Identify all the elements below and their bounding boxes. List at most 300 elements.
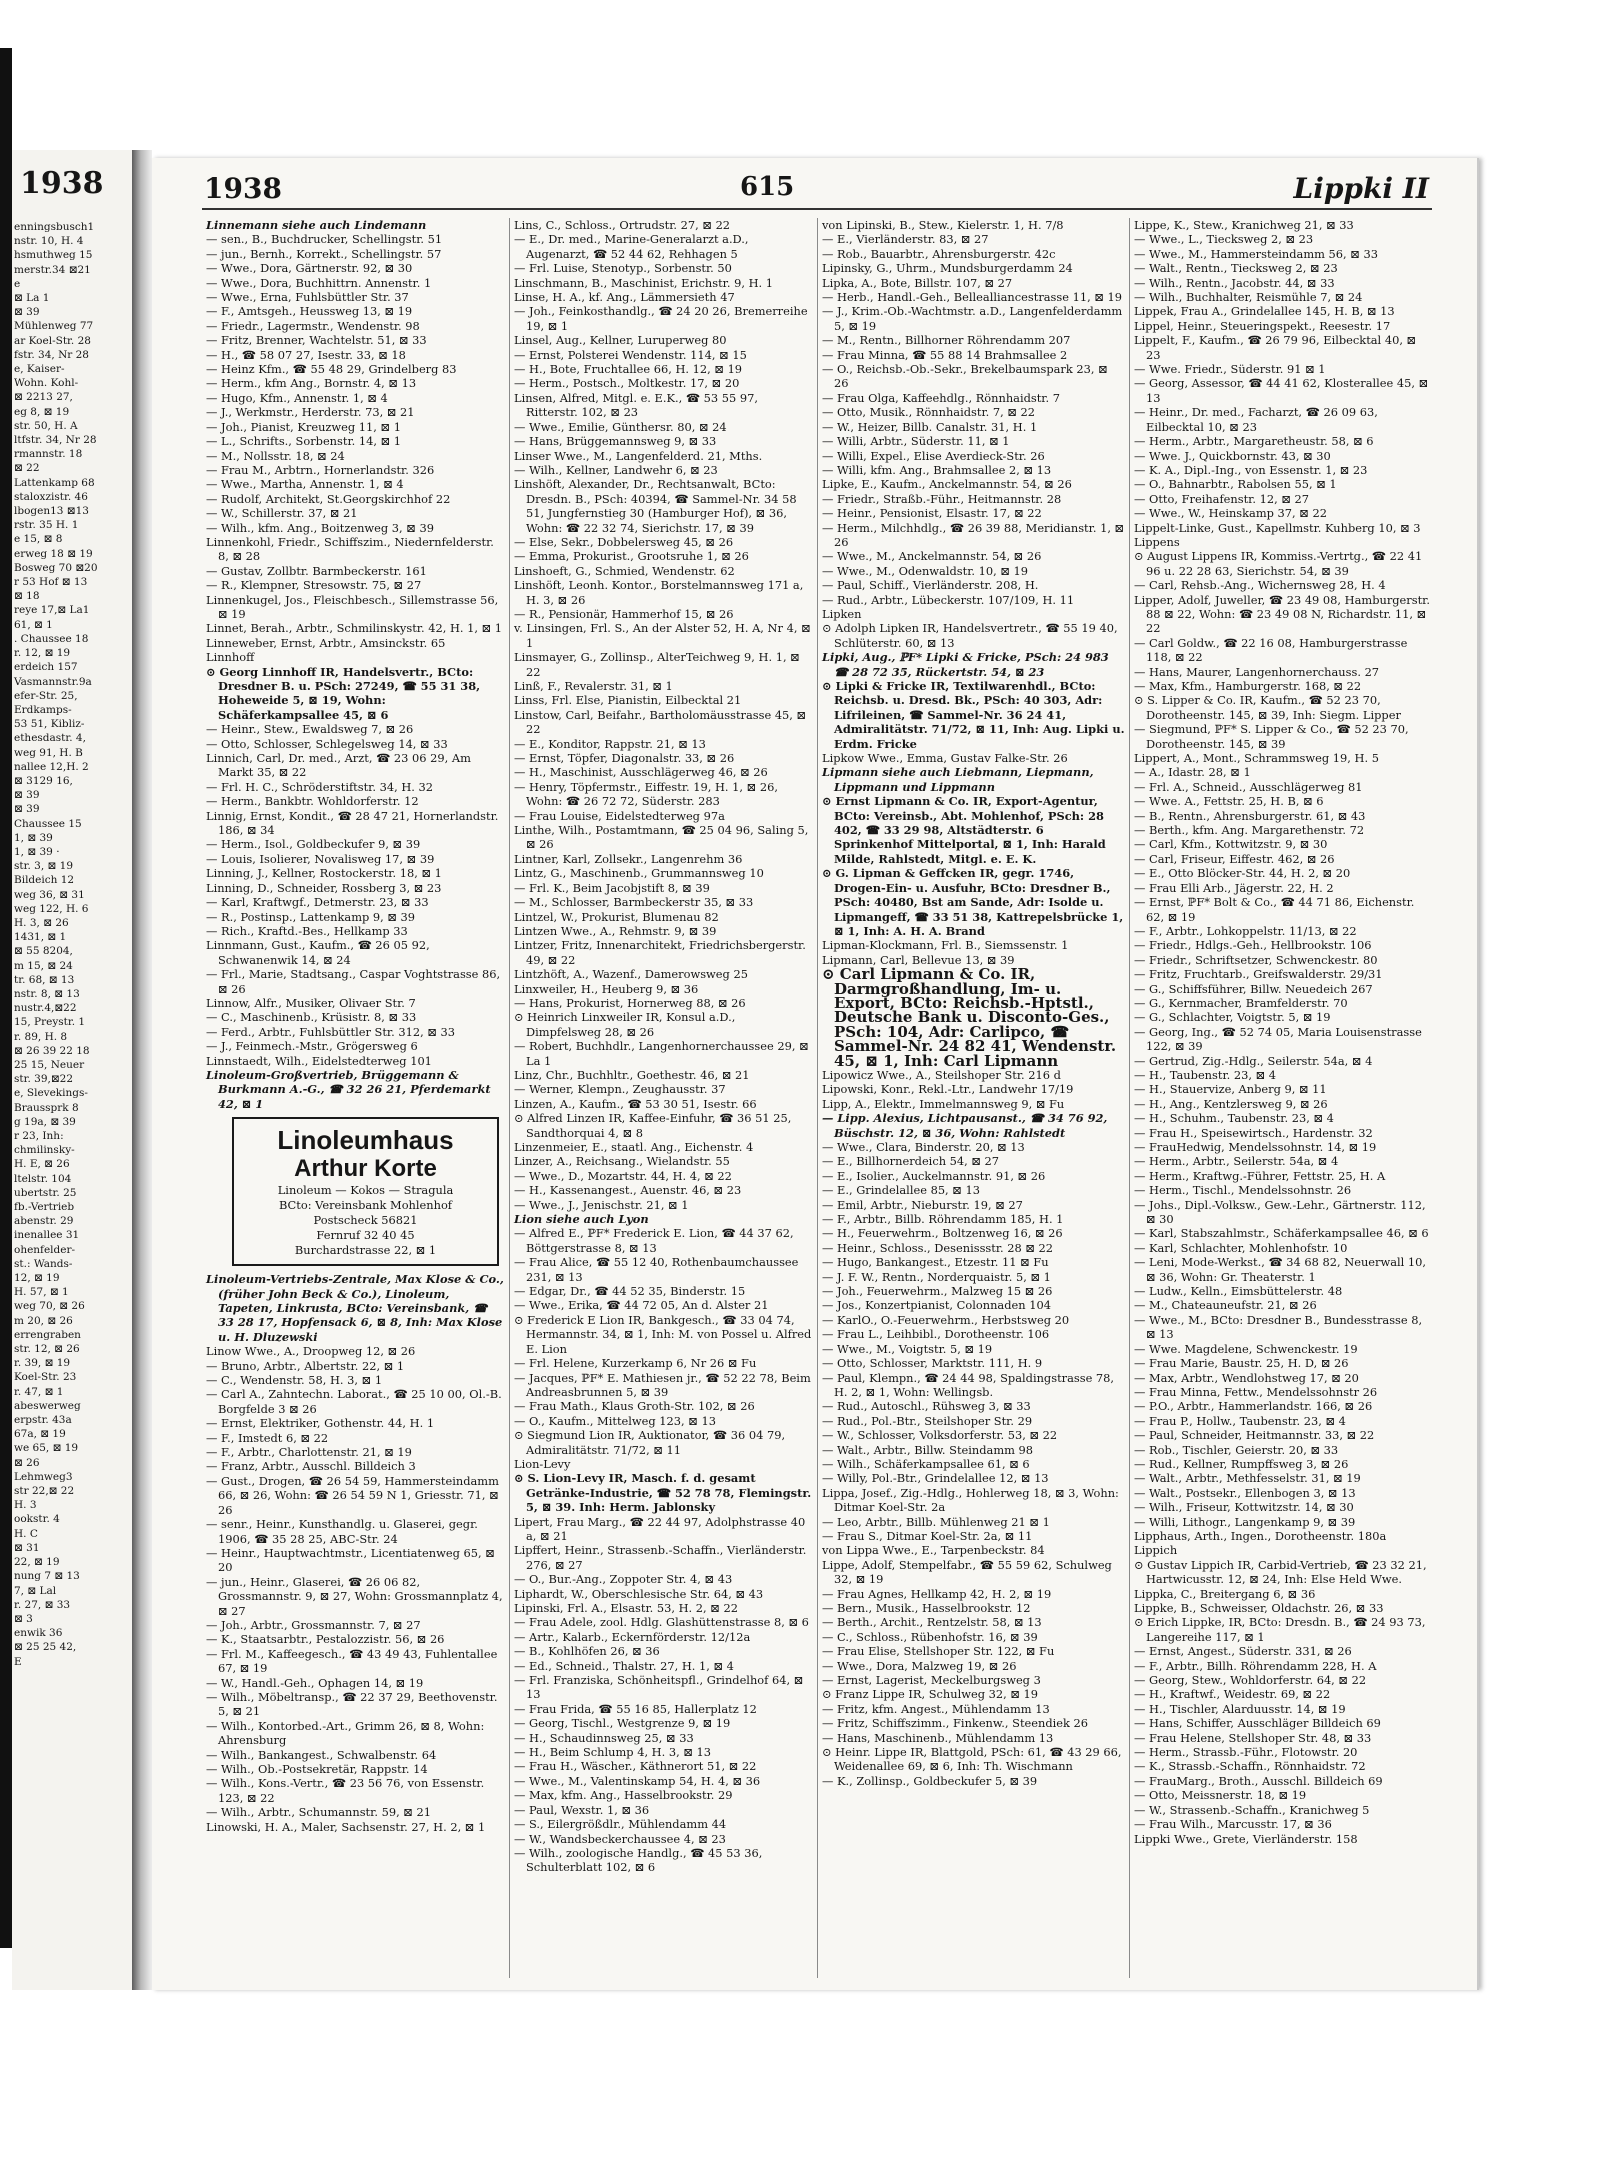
directory-entry: — C., Maschinenb., Krüsistr. 8, ⊠ 33 <box>206 1010 417 1025</box>
directory-entry: — E., Isolier., Auckelmannstr. 91, ⊠ 26 <box>822 1168 1046 1183</box>
directory-entry: Linnenkugel, Jos., Fleischbesch., Sillemstrasse 56, ⊠ 19 <box>206 592 499 621</box>
directory-entry: Linxweiler, H., Heuberg 9, ⊠ 36 <box>514 981 699 996</box>
facing-page-line: 67a, ⊠ 19 <box>14 1428 66 1441</box>
directory-entry: — O., Reichsb.-Ob.-Sekr., Brekelbaumspark 23, ⊠ 26 <box>822 362 1108 391</box>
directory-entry: — Friedr., Lagermstr., Wendenstr. 98 <box>206 318 420 333</box>
facing-page-line: 7, ⊠ Lal <box>14 1584 57 1597</box>
directory-entry: Lippelt-Linke, Gust., Kapellmstr. Kuhberg 10, ⊠ 3 <box>1134 520 1421 535</box>
directory-entry: Lipper, Adolf, Juweller, ☎ 23 49 08, Hamburgerstr. 88 ⊠ 22, Wohn: ☎ 23 49 08 N, Richardstr. 11, ⊠ 22 <box>1134 592 1430 636</box>
directory-entry: — Ernst, Lagerist, Meckelburgsweg 3 <box>822 1673 1041 1688</box>
directory-entry: — Frl. Franziska, Schönheitspfl., Grindelhof 64, ⊠ 13 <box>514 1673 804 1702</box>
directory-entry: ⊙ August Lippens IR, Kommiss.-Vertrtg., ☎ 22 41 96 u. 22 28 63, Sierichstr. 54, ⊠ 39 <box>1134 549 1423 578</box>
directory-entry: — Wilh., Kellner, Landwehr 6, ⊠ 23 <box>514 462 718 477</box>
directory-entry: — Carl, Rehsb.-Ang., Wichernsweg 28, H. 4 <box>1134 578 1386 593</box>
directory-entry: — F., Imstedt 6, ⊠ 22 <box>206 1430 329 1445</box>
directory-entry: — Walt., Arbtr., Methfesselstr. 31, ⊠ 19 <box>1134 1471 1361 1486</box>
directory-entry: ⊙ Alfred Linzen IR, Kaffee-Einfuhr, ☎ 36 51 25, Sandthorquai 4, ⊠ 8 <box>514 1111 792 1140</box>
directory-entry: — Leo, Arbtr., Billb. Mühlenweg 21 ⊠ 1 <box>822 1514 1050 1529</box>
directory-entry: — Edgar, Dr., ☎ 44 52 35, Binderstr. 15 <box>514 1284 746 1299</box>
directory-entry: — H., Maschinist, Ausschlägerweg 46, ⊠ 26 <box>514 765 768 780</box>
facing-page-line: tr. 68, ⊠ 13 <box>14 973 75 986</box>
directory-entry: — Walt., Rentn., Tiecksweg 2, ⊠ 23 <box>1134 261 1338 276</box>
directory-entry: — Joh., Feinkosthandlg., ☎ 24 20 26, Bremerreihe 19, ⊠ 1 <box>514 304 808 333</box>
directory-entry: — Wilh., Ob.-Postsekretär, Rappstr. 14 <box>206 1762 428 1776</box>
directory-entry: — Wwe., Dora, Malzweg 19, ⊠ 26 <box>822 1658 1017 1673</box>
directory-entry: — Frl. H. C., Schröderstiftstr. 34, H. 32 <box>206 779 434 794</box>
facing-page-line: r 23, Inh: <box>14 1130 64 1142</box>
directory-entry: Linser Wwe., M., Langenfelderd. 21, Mths. <box>514 448 763 463</box>
facing-page-line: 15, Preystr. 1 <box>14 1016 86 1029</box>
ad-line: Fernruf 32 40 45 <box>316 1228 415 1243</box>
directory-entry: — R., Klempner, Stresowstr. 75, ⊠ 27 <box>206 578 422 593</box>
column-4 <box>1130 218 1434 1978</box>
facing-page-line: nstr. 10, H. 4 <box>14 235 84 248</box>
directory-entry: Linning, D., Schneider, Rossberg 3, ⊠ 23 <box>206 880 442 895</box>
directory-entry: — Wilh., Kons.-Vertr., ☎ 23 56 76, von Essenstr. 123, ⊠ 22 <box>206 1776 485 1805</box>
facing-page-line: . Chaussee 18 <box>14 632 89 645</box>
directory-entry: — Otto, Meissnerstr. 18, ⊠ 19 <box>1134 1788 1307 1803</box>
directory-entry: Lippke, B., Schweisser, Oldachstr. 26, ⊠ 33 <box>1134 1601 1384 1615</box>
directory-entry: von Lipinski, B., Stew., Kielerstr. 1, H. 7/8 <box>822 218 1064 232</box>
facing-page-line: lbogen13 ⊠13 <box>14 505 89 518</box>
facing-page-line: H. 3 <box>14 1499 37 1512</box>
directory-entry: — Herm., Kraftwg.-Führer, Fettstr. 25, H. A <box>1134 1168 1386 1183</box>
directory-entry: Linnmann, Gust., Kaufm., ☎ 26 05 92, Schwanenwik 14, ⊠ 24 <box>206 938 430 967</box>
ad-line: BCto: Vereinsbank Mohlenhof <box>278 1198 453 1213</box>
directory-entry: Linnow, Alfr., Musiker, Olivaer Str. 7 <box>206 995 416 1010</box>
directory-entry: — Paul, Wexstr. 1, ⊠ 36 <box>514 1802 650 1817</box>
directory-entry: — Frau Frida, ☎ 55 16 85, Hallerplatz 12 <box>514 1701 757 1716</box>
facing-page-line: 1431, ⊠ 1 <box>14 931 67 944</box>
facing-page-line: reye 17,⊠ La1 <box>14 604 90 617</box>
directory-entry: Lins, C., Schloss., Ortrudstr. 27, ⊠ 22 <box>514 218 731 232</box>
directory-entry: — W., Handl.-Geh., Ophagen 14, ⊠ 19 <box>206 1675 424 1690</box>
directory-entry: — Rud., Autoschl., Rühsweg 3, ⊠ 33 <box>822 1399 1031 1414</box>
directory-entry: — F., Arbtr., Billh. Röhrendamm 228, H. A <box>1134 1658 1377 1673</box>
facing-page-line: ⊠ 39 <box>14 789 40 802</box>
directory-entry: — Frau S., Ditmar Koel-Str. 2a, ⊠ 11 <box>822 1528 1033 1543</box>
directory-entry: Lipowicz Wwe., A., Steilshoper Str. 216 d <box>822 1067 1061 1082</box>
directory-entry: Linning, J., Kellner, Rostockerstr. 18, ⊠ 1 <box>206 866 442 881</box>
directory-entry: — Max, kfm. Ang., Hasselbrookstr. 29 <box>514 1788 733 1803</box>
directory-entry: — H., Beim Schlump 4, H. 3, ⊠ 13 <box>514 1745 712 1760</box>
directory-entry: — Frl., Marie, Stadtsang., Caspar Voghtstrasse 86, ⊠ 26 <box>206 967 501 996</box>
directory-entry: Lintzhöft, A., Wazenf., Damerowsweg 25 <box>514 967 748 982</box>
directory-entry: ⊙ Heinrich Linxweiler IR, Konsul a.D., Dimpfelsweg 28, ⊠ 26 <box>514 1010 736 1039</box>
directory-entry: ⊙ Carl Lipmann & Co. IR, Darmgroßhandlung, Im- u. Export, BCto: Reichsb.-Hptstl., Deutsche Bank u. Disconto-Ges., PSch: 104, Adr: Carlipco, ☎ Sammel-Nr. 24 82 41, Wendenstr. 45, ⊠ 1, Inh: Carl Lipmann <box>822 965 1117 1070</box>
directory-entry: — Rud., Arbtr., Lübeckerstr. 107/109, H. 11 <box>822 592 1075 607</box>
directory-entry: von Lippa Wwe., E., Tarpenbeckstr. 84 <box>822 1543 1045 1558</box>
facing-page-line: ⊠ 39 <box>14 803 40 816</box>
directory-entry: ⊙ Erich Lippke, IR, BCto: Dresdn. B., ☎ 24 93 73, Langereihe 117, ⊠ 1 <box>1134 1615 1426 1644</box>
directory-entry: — Fritz, Brenner, Wachtelstr. 51, ⊠ 33 <box>206 333 427 348</box>
page-number: 615 <box>740 172 795 202</box>
directory-entry: — Frau Minna, Fettw., Mendelssohnstr 26 <box>1134 1384 1378 1399</box>
directory-entry: — Ernst, Töpfer, Diagonalstr. 33, ⊠ 26 <box>514 751 735 766</box>
directory-entry: — Artr., Kalarb., Eckernförderstr. 12/12a <box>514 1629 751 1644</box>
facing-page-line: ⊠ 26 <box>14 1456 40 1469</box>
directory-entry: Lipmann, Carl, Bellevue 13, ⊠ 39 <box>822 952 1015 967</box>
directory-entry: — Bern., Musik., Hasselbrookstr. 12 <box>822 1601 1031 1615</box>
directory-entry: — Hans, Schiffer, Ausschläger Billdeich 69 <box>1134 1716 1381 1731</box>
directory-entry: — Wilh., zoologische Handlg., ☎ 45 53 36, Schulterblatt 102, ⊠ 6 <box>514 1845 763 1875</box>
directory-entry: — Wwe., Dora, Buchhittrn. Annenstr. 1 <box>206 275 432 290</box>
directory-entry: — Rud., Pol.-Btr., Steilshoper Str. 29 <box>822 1413 1033 1428</box>
directory-entry: — Carl A., Zahntechn. Laborat., ☎ 25 10 00, Ol.-B. Borgfelde 3 ⊠ 26 <box>206 1387 502 1416</box>
directory-entry: — B., Kohlhöfen 26, ⊠ 36 <box>514 1644 660 1659</box>
directory-entry: ⊙ Siegmund Lion IR, Auktionator, ☎ 36 04 79, Admiralitätstr. 71/72, ⊠ 11 <box>514 1428 786 1457</box>
directory-entry: — C., Wendenstr. 58, H. 3, ⊠ 1 <box>206 1373 383 1388</box>
facing-page-line: Wohn. Kohl- <box>14 377 79 390</box>
directory-entry: — Frau Alice, ☎ 55 12 40, Rothenbaumchaussee 231, ⊠ 13 <box>514 1255 799 1284</box>
directory-entry: — H., Ang., Kentzlersweg 9, ⊠ 26 <box>1134 1096 1328 1111</box>
directory-entry: Lippert, A., Mont., Schrammsweg 19, H. 5 <box>1134 751 1379 766</box>
directory-entry: — Frau Olga, Kaffeehdlg., Rönnhaidstr. 7 <box>822 390 1060 405</box>
directory-entry: Lipphaus, Arth., Ingen., Dorotheenstr. 180a <box>1134 1528 1387 1543</box>
directory-entry: — Wilh., Kontorbed.-Art., Grimm 26, ⊠ 8, Wohn: Ahrensburg <box>206 1718 485 1748</box>
facing-page-line: str. 39,⊠22 <box>14 1073 74 1086</box>
directory-entry: — H., Bote, Fruchtallee 66, H. 12, ⊠ 19 <box>514 362 743 377</box>
directory-entry: — Walt., Arbtr., Billw. Steindamm 98 <box>822 1442 1034 1457</box>
directory-entry: — Frau Helene, Stellshoper Str. 48, ⊠ 33 <box>1134 1730 1372 1745</box>
facing-page-line: H. 57, ⊠ 1 <box>14 1286 69 1299</box>
directory-entry: — H., Tischler, Alarduusstr. 14, ⊠ 19 <box>1134 1701 1346 1716</box>
facing-page-line: e <box>14 277 21 290</box>
directory-entry: Linschmann, B., Maschinist, Erichstr. 9, H. 1 <box>514 275 774 290</box>
directory-entry: Lintzel, W., Prokurist, Blumenau 82 <box>514 909 719 924</box>
facing-page-line: weg 122, H. 6 <box>14 902 89 915</box>
directory-entry: Linthe, Wilh., Postamtmann, ☎ 25 04 96, Saling 5, ⊠ 26 <box>514 823 809 852</box>
facing-page-line: ⊠ 55 8204, <box>14 945 73 958</box>
directory-entry: Lipert, Frau Marg., ☎ 22 44 97, Adolphstrasse 40 a, ⊠ 21 <box>514 1514 806 1543</box>
directory-entry: — O., Bahnarbtr., Rabolsen 55, ⊠ 1 <box>1134 477 1337 492</box>
directory-entry: Linowski, H. A., Maler, Sachsenstr. 27, H. 2, ⊠ 1 <box>206 1819 486 1834</box>
directory-entry: — B., Rentn., Ahrensburgerstr. 61, ⊠ 43 <box>1134 808 1366 823</box>
directory-entry: — Wwe., M., Voigtstr. 5, ⊠ 19 <box>822 1341 993 1356</box>
directory-entry: — Otto, Schlosser, Marktstr. 111, H. 9 <box>822 1356 1043 1371</box>
directory-entry: — Herm., Strassb.-Führ., Flotowstr. 20 <box>1134 1745 1358 1760</box>
facing-page-line: ⊠ 2213 27, <box>14 391 73 404</box>
directory-entry: — Wwe., M., Anckelmannstr. 54, ⊠ 26 <box>822 549 1042 564</box>
facing-page-line: chmilinsky- <box>14 1144 75 1157</box>
facing-page-line: we 65, ⊠ 19 <box>14 1442 79 1455</box>
directory-entry: — Max, Kfm., Hamburgerstr. 168, ⊠ 22 <box>1134 679 1362 693</box>
directory-entry: — Alfred E., ℙF* Frederick E. Lion, ☎ 44 37 62, Böttgerstrasse 8, ⊠ 13 <box>514 1226 794 1255</box>
ad-title: Linoleumhaus <box>277 1125 454 1156</box>
facing-page-line: efer-Str. 25, <box>14 689 78 702</box>
directory-entry: — Rudolf, Architekt, St.Georgskirchhof 22 <box>206 491 451 506</box>
facing-page-line: erweg 18 ⊠ 19 <box>14 547 93 560</box>
directory-entry: — Karl, Kraftwgf., Detmerstr. 23, ⊠ 33 <box>206 895 429 910</box>
facing-page-line: weg 70, ⊠ 26 <box>14 1300 85 1313</box>
directory-entry: ⊙ Ernst Lipmann & Co. IR, Export-Agentur, BCto: Vereinsb., Abt. Mohlenhof, PSch: 28 402, ☎ 33 29 98, Altstädterstr. 6 Sprinkenhof Mittelportal, ⊠ 1, Inh: Harald Milde, Rahlstedt, Mitgl. e. E. K. <box>822 794 1106 866</box>
directory-entry: — J. F. W., Rentn., Norderquaistr. 5, ⊠ 1 <box>822 1269 1051 1284</box>
directory-entry: — Frau L., Leihbibl., Dorotheenstr. 106 <box>822 1327 1050 1342</box>
directory-entry: — Wwe., M., BCto: Dresdner B., Bundesstrasse 8, ⊠ 13 <box>1134 1312 1423 1342</box>
directory-entry: — Else, Sekr., Dobbelersweg 45, ⊠ 26 <box>514 534 734 549</box>
directory-entry: — Heinr., Stew., Ewaldsweg 7, ⊠ 26 <box>206 722 414 737</box>
directory-entry: Linß, F., Revalerstr. 31, ⊠ 1 <box>514 679 673 693</box>
facing-page-line: m 20, ⊠ 26 <box>14 1314 73 1327</box>
directory-entry: — Frau Elise, Stellshoper Str. 122, ⊠ Fu <box>822 1644 1055 1659</box>
facing-page-line: ohenfelder- <box>14 1243 76 1256</box>
directory-entry: — K., Strassb.-Schaffn., Rönnhaidstr. 72 <box>1134 1759 1366 1774</box>
directory-entry: — Rob., Bauarbtr., Ahrensburgerstr. 42c <box>822 246 1056 261</box>
directory-entry: Lintzer, Fritz, Innenarchitekt, Friedrichsbergerstr. 49, ⊠ 22 <box>514 938 806 967</box>
facing-page-line: ethesdastr. 4, <box>14 732 86 745</box>
facing-page-line: erdeich 157 <box>14 661 78 674</box>
directory-entry: Lipowski, Konr., Rekl.-Ltr., Landwehr 17/19 <box>822 1082 1074 1097</box>
directory-entry: Lippki Wwe., Grete, Vierländerstr. 158 <box>1134 1831 1358 1846</box>
directory-entry: — Frau M., Arbtrn., Hornerlandstr. 326 <box>206 462 435 477</box>
directory-entry: ⊙ Lipki & Fricke IR, Textilwarenhdl., BCto: Reichsb. u. Dresd. Bk., PSch: 40 303, Adr: Lifrileinen, ☎ Sammel-Nr. 36 24 41, Admiralitätstr. 71/72, ⊠ 11, Inh: Aug. Lipki u. Erdm. Fricke <box>822 679 1125 751</box>
directory-entry: — Frl. M., Kaffeegesch., ☎ 43 49 43, Fuhlentallee 67, ⊠ 19 <box>206 1646 498 1676</box>
directory-entry: — G., Schiffsführer, Billw. Neuedeich 267 <box>1134 981 1373 996</box>
facing-page-line: 12, ⊠ 19 <box>14 1272 60 1285</box>
directory-entry: — Herm., Milchhdlg., ☎ 26 39 88, Meridianstr. 1, ⊠ 26 <box>822 520 1125 549</box>
directory-entry: — Frl. Luise, Stenotyp., Sorbenstr. 50 <box>514 261 732 276</box>
directory-entry: — R., Pensionär, Hammerhof 15, ⊠ 26 <box>514 606 734 621</box>
directory-entry: — H., ☎ 58 07 27, Isestr. 33, ⊠ 18 <box>206 347 406 362</box>
directory-page <box>152 158 1479 1990</box>
directory-entry: — Willi, kfm. Ang., Brahmsallee 2, ⊠ 13 <box>822 462 1052 477</box>
facing-page-line: rmannstr. 18 <box>14 448 83 461</box>
directory-entry: — Wwe. Friedr., Süderstr. 91 ⊠ 1 <box>1134 362 1326 377</box>
directory-entry: — Carl Goldw., ☎ 22 16 08, Hamburgerstrasse 118, ⊠ 22 <box>1134 635 1408 665</box>
advertisement-box <box>232 1117 499 1266</box>
directory-entry: — Ernst, Angest., Süderstr. 331, ⊠ 26 <box>1134 1644 1352 1659</box>
facing-page-line: abenstr. 29 <box>14 1215 74 1228</box>
directory-entry: Lipke, E., Kaufm., Anckelmannstr. 54, ⊠ 26 <box>822 477 1072 492</box>
facing-page-line: ⊠ 25 25 42, <box>14 1641 77 1654</box>
ad-subtitle: Arthur Korte <box>294 1155 437 1183</box>
facing-page-line: abeswerweg <box>14 1399 81 1412</box>
directory-entry: Lion-Levy <box>514 1456 571 1471</box>
facing-page-line: str. 50, H. A <box>14 419 78 432</box>
directory-entry: — Wwe., J., Jenischstr. 21, ⊠ 1 <box>514 1197 689 1212</box>
directory-entry: — M., Schlosser, Barmbeckerstr 35, ⊠ 33 <box>514 895 754 910</box>
directory-entry: Lippe, K., Stew., Kranichweg 21, ⊠ 33 <box>1134 218 1354 232</box>
directory-entry: — Georg, Assessor, ☎ 44 41 62, Klosterallee 45, ⊠ 13 <box>1134 376 1429 405</box>
directory-entry: — Wilh., Buchhalter, Reismühle 7, ⊠ 24 <box>1134 290 1363 305</box>
directory-entry: Lipkow Wwe., Emma, Gustav Falke-Str. 26 <box>822 751 1068 766</box>
directory-entry: — Frau Marie, Baustr. 25, H. D, ⊠ 26 <box>1134 1356 1349 1371</box>
directory-entry: — Wwe., Clara, Binderstr. 20, ⊠ 13 <box>822 1140 1025 1154</box>
directory-entry: — Ferd., Arbtr., Fuhlsbüttler Str. 312, ⊠ 33 <box>206 1024 455 1039</box>
directory-entry: — Hans, Prokurist, Hornerweg 88, ⊠ 26 <box>514 995 746 1010</box>
facing-page-line: fstr. 34, Nr 28 <box>14 348 89 361</box>
book-gutter <box>132 150 152 1990</box>
directory-entry: — E., Dr. med., Marine-Generalarzt a.D., Augenarzt, ☎ 52 44 62, Rehhagen 5 <box>514 232 749 261</box>
facing-page-line: Mühlenweg 77 <box>14 320 94 333</box>
directory-entry: — Gust., Drogen, ☎ 26 54 59, Hammersteindamm 66, ⊠ 26, Wohn: ☎ 26 54 59 N 1, Griesstr. 71, ⊠ 26 <box>206 1473 499 1517</box>
directory-entry: — Wwe. A., Fettstr. 25, H. B, ⊠ 6 <box>1134 794 1324 809</box>
directory-entry: — Frau H., Wäscher., Käthnerort 51, ⊠ 22 <box>514 1759 757 1774</box>
directory-entry: Linsen, Alfred, Mitgl. e. E.K., ☎ 53 55 97, Ritterstr. 102, ⊠ 23 <box>514 390 759 420</box>
directory-entry: Linshöft, Alexander, Dr., Rechtsanwalt, BCto: Dresdn. B., PSch: 40394, ☎ Sammel-Nr. 34 58 51, Jungfernstieg 30 (Hamburger Hof), ⊠ 36, Wohn: ☎ 22 32 74, Sierichstr. 17, ⊠ 39 <box>514 477 797 535</box>
facing-page <box>12 150 135 1990</box>
facing-page-line: str. 3, ⊠ 19 <box>14 860 74 873</box>
directory-entry: — Wwe., Erika, ☎ 44 72 05, An d. Alster 21 <box>514 1298 769 1313</box>
directory-entry: — Karl, Schlachter, Mohlenhofstr. 10 <box>1134 1240 1348 1255</box>
facing-page-line: Chaussee 15 <box>14 817 82 830</box>
facing-page-line: erpstr. 43a <box>14 1414 72 1427</box>
directory-entry: Lipinsky, G., Uhrm., Mundsburgerdamm 24 <box>822 261 1073 276</box>
facing-page-line: 1, ⊠ 39 · <box>14 845 60 858</box>
directory-entry: Lipffert, Heinr., Strassenb.-Schaffn., Vierländerstr. 276, ⊠ 27 <box>514 1543 807 1572</box>
directory-entry: — Herb., Handl.-Geh., Bellealliancestrasse 11, ⊠ 19 <box>822 290 1122 305</box>
facing-page-line: ⊠ 22 <box>14 462 40 475</box>
directory-entry: — Carl, Kfm., Kottwitzstr. 9, ⊠ 30 <box>1134 837 1328 852</box>
directory-entry: ⊙ S. Lion-Levy IR, Masch. f. d. gesamt Getränke-Industrie, ☎ 52 78 78, Flemingstr. 5, ⊠ 39. Inh: Herm. Jablonsky <box>514 1471 812 1515</box>
directory-entry: — Herm., Postsch., Moltkestr. 17, ⊠ 20 <box>514 376 740 391</box>
directory-entry: — J., Werkmstr., Herderstr. 73, ⊠ 21 <box>206 405 415 420</box>
facing-page-line: r. 27, ⊠ 33 <box>14 1598 71 1611</box>
facing-page-line: merstr.34 ⊠21 <box>14 263 91 276</box>
directory-entry: — Frau P., Hollw., Taubenstr. 23, ⊠ 4 <box>1134 1413 1346 1428</box>
directory-entry: v. Linsingen, Frl. S., An der Alster 52, H. A, Nr 4, ⊠ 1 <box>514 621 811 650</box>
directory-entry: — Fritz, Fruchtarb., Greifswalderstr. 29/31 <box>1134 967 1383 982</box>
directory-entry: — Wilh., kfm. Ang., Boitzenweg 3, ⊠ 39 <box>206 520 434 535</box>
directory-entry: Linnet, Berah., Arbtr., Schmilinskystr. 42, H. 1, ⊠ 1 <box>206 621 503 636</box>
facing-page-line: Braussprk 8 <box>14 1101 79 1114</box>
directory-entry: Linsmayer, G., Zollinsp., AlterTeichweg 9, H. 1, ⊠ 22 <box>514 650 800 679</box>
directory-entry: — Hans, Brüggemannsweg 9, ⊠ 33 <box>514 434 717 449</box>
directory-entry: Linnig, Ernst, Kondit., ☎ 28 47 21, Hornerlandstr. 186, ⊠ 34 <box>206 808 499 838</box>
directory-entry: — Herm., kfm Ang., Bornstr. 4, ⊠ 13 <box>206 376 417 391</box>
directory-entry: — Ernst, Polsterei Wendenstr. 114, ⊠ 15 <box>514 347 747 362</box>
facing-page-line: 1, ⊠ 39 <box>14 831 53 844</box>
directory-entry: Lippek, Frau A., Grindelallee 145, H. B, ⊠ 13 <box>1134 304 1395 319</box>
directory-entry: — Frau Math., Klaus Groth-Str. 102, ⊠ 26 <box>514 1399 755 1414</box>
facing-page-line: r. 39, ⊠ 19 <box>14 1357 71 1370</box>
header-rule <box>202 208 1432 210</box>
directory-entry: — O., Bur.-Ang., Zoppoter Str. 4, ⊠ 43 <box>514 1572 733 1587</box>
directory-entry: — H., Kassenangest., Auenstr. 46, ⊠ 23 <box>514 1183 742 1198</box>
directory-entry: — Friedr., Schriftsetzer, Schwenckestr. 80 <box>1134 952 1378 967</box>
directory-entry: — Rud., Kellner, Rumpffsweg 3, ⊠ 26 <box>1134 1456 1349 1471</box>
directory-entry: Linzenmeier, E., staatl. Ang., Eichenstr. 4 <box>514 1140 754 1154</box>
directory-entry: — Willy, Pol.-Btr., Grindelallee 12, ⊠ 13 <box>822 1471 1049 1486</box>
facing-page-line: r 53 Hof ⊠ 13 <box>14 576 88 589</box>
directory-entry: — H., Stauervize, Anberg 9, ⊠ 11 <box>1134 1082 1327 1097</box>
directory-entry: — Wilh., Schäferkampsallee 61, ⊠ 6 <box>822 1456 1030 1471</box>
directory-entry: — G., Schlachter, Voigtstr. 5, ⊠ 19 <box>1134 1010 1331 1025</box>
directory-entry: — R., Postinsp., Lattenkamp 9, ⊠ 39 <box>206 909 416 924</box>
directory-entry: — Wwe. Magdelene, Schwenckestr. 19 <box>1134 1341 1358 1356</box>
facing-page-line: nung 7 ⊠ 13 <box>14 1570 80 1583</box>
directory-entry: — jun., Heinr., Glaserei, ☎ 26 06 82, Grossmannstr. 9, ⊠ 27, Wohn: Grossmannplatz 4, ⊠ 27 <box>206 1574 503 1618</box>
directory-entry: Linsel, Aug., Kellner, Luruperweg 80 <box>514 333 727 348</box>
directory-entry: — M., Chateauneufstr. 21, ⊠ 26 <box>1134 1298 1317 1313</box>
directory-entry: ⊙ S. Lipper & Co. IR, Kaufm., ☎ 52 23 70, Dorotheenstr. 145, ⊠ 39, Inh: Siegm. Lipper <box>1134 693 1401 722</box>
ad-line: Linoleum — Kokos — Stragula <box>277 1183 454 1198</box>
directory-entry: Lippel, Heinr., Steueringspekt., Reesestr. 17 <box>1134 318 1391 333</box>
facing-page-line: Lehmweg3 <box>14 1470 73 1483</box>
scan-edge <box>0 48 12 1948</box>
directory-entry: — E., Vierländerstr. 83, ⊠ 27 <box>822 232 989 247</box>
directory-entry: Linnhoff <box>206 650 255 665</box>
facing-page-line: e, Slevekings- <box>14 1087 88 1100</box>
directory-entry: — J., Krim.-Ob.-Wachtmstr. a.D., Langenfelderdamm 5, ⊠ 19 <box>822 304 1123 333</box>
facing-page-line: r. 47, ⊠ 1 <box>14 1385 64 1398</box>
header-catchword: Lippki II <box>1293 172 1429 205</box>
directory-entry: — Paul, Klempn., ☎ 24 44 98, Spaldingstrasse 78, H. 2, ⊠ 1, Wohn: Wellingsb. <box>822 1370 1115 1399</box>
directory-entry: Lippelt, F., Kaufm., ☎ 26 79 96, Eilbecktal 40, ⊠ 23 <box>1134 333 1417 362</box>
directory-entry: — W., Wandsbeckerchaussee 4, ⊠ 23 <box>514 1831 726 1846</box>
directory-entry: — Henry, Töpfermstr., Eiffestr. 19, H. 1, ⊠ 26, Wohn: ☎ 26 72 72, Süderstr. 283 <box>514 779 778 809</box>
facing-page-line: H. 3, ⊠ 26 <box>14 916 69 929</box>
directory-entry: — Wwe., Emilie, Günthersr. 80, ⊠ 24 <box>514 419 727 434</box>
directory-entry: Lipki, Aug., ℙF* Lipki & Fricke, PSch: 24 983 ☎ 28 72 35, Rückertstr. 54, ⊠ 23 <box>822 650 1109 679</box>
facing-page-line: ⊠ La 1 <box>14 292 50 305</box>
directory-entry: — Herm., Tischl., Mendelssohnstr. 26 <box>1134 1183 1352 1198</box>
directory-entry: ⊙ Adolph Lipken IR, Handelsvertretr., ☎ 55 19 40, Schlüterstr. 60, ⊠ 13 <box>822 621 1118 650</box>
directory-entry: — F., Arbtr., Charlottenstr. 21, ⊠ 19 <box>206 1445 412 1460</box>
directory-entry: — W., Schlosser, Volksdorferstr. 53, ⊠ 22 <box>822 1428 1058 1443</box>
directory-entry: — Wwe., M., Odenwaldstr. 10, ⊠ 19 <box>822 563 1029 578</box>
directory-entry: Lipinski, Frl. A., Elsastr. 53, H. 2, ⊠ 22 <box>514 1601 738 1615</box>
facing-page-line: Koel-Str. 23 <box>14 1371 77 1384</box>
directory-entry: ⊙ G. Lipman & Geffcken IR, gegr. 1746, Drogen-Ein- u. Ausfuhr, BCto: Dresdner B., PSch: 40480, Bst am Sande, Adr: Isolde u. Lipmangeff, ☎ 33 51 38, Kattrepelsbrücke 1, ⊠ 1, Inh: A. H. A. Brand <box>822 866 1124 938</box>
directory-entry: Linshoeft, G., Schmied, Wendenstr. 62 <box>514 563 735 578</box>
ad-line: Postscheck 56821 <box>313 1213 418 1228</box>
directory-columns <box>202 218 1434 1978</box>
directory-entry: Lipp, A., Elektr., Immelmannsweg 9, ⊠ Fu <box>822 1096 1065 1111</box>
directory-entry: — J., Feinmech.-Mstr., Grögersweg 6 <box>206 1039 418 1054</box>
directory-entry: — Bruno, Arbtr., Albertstr. 22, ⊠ 1 <box>206 1358 405 1373</box>
facing-page-line: st.: Wands- <box>14 1257 73 1270</box>
directory-entry: — Joh., Pianist, Kreuzweg 11, ⊠ 1 <box>206 419 401 434</box>
directory-entry: — Frau Minna, ☎ 55 88 14 Brahmsallee 2 <box>822 347 1068 362</box>
directory-entry: — Wwe., M., Hammersteindamm 56, ⊠ 33 <box>1134 246 1378 261</box>
directory-entry: ⊙ Franz Lippe IR, Schulweg 32, ⊠ 19 <box>822 1687 1039 1702</box>
directory-entry: — E., Konditor, Rappstr. 21, ⊠ 13 <box>514 736 706 751</box>
facing-page-line: Vasmannstr.9a <box>14 675 92 688</box>
directory-entry: — Louis, Isolierer, Novalisweg 17, ⊠ 39 <box>206 851 435 866</box>
facing-page-line: Bosweg 70 ⊠20 <box>14 561 98 574</box>
directory-entry: Linneweber, Ernst, Arbtr., Amsinckstr. 65 <box>206 635 446 650</box>
directory-entry: — Wwe., Dora, Gärtnerstr. 92, ⊠ 30 <box>206 261 413 276</box>
column-1 <box>202 218 510 1978</box>
directory-entry: Linoleum-Vertriebs-Zentrale, Max Klose & Co., (früher John Beck & Co.), Linoleum, Tapeten, Linkrusta, BCto: Vereinsbank, ☎ 33 28 17, Hopfensack 6, ⊠ 8, Inh: Max Klose u. H. Dluzewski <box>206 1272 504 1344</box>
directory-entry: — Frau Adele, zool. Hdlg. Glashüttenstrasse 8, ⊠ 6 <box>514 1615 809 1630</box>
facing-page-line: ⊠ 3 <box>14 1612 33 1625</box>
directory-entry: — F., Arbtr., Lohkoppelstr. 11/13, ⊠ 22 <box>1134 923 1357 938</box>
directory-entry: Linnenkohl, Friedr., Schiffszim., Niedernfelderstr. 8, ⊠ 28 <box>206 534 494 564</box>
directory-entry: ⊙ Frederick E Lion IR, Bankgesch., ☎ 33 04 74, Hermannstr. 34, ⊠ 1, Inh: M. von Possel u. Alfred E. Lion <box>514 1312 812 1356</box>
directory-entry: — Frl. K., Beim Jacobjstift 8, ⊠ 39 <box>514 880 710 895</box>
directory-entry: ⊙ Heinr. Lippe IR, Blattgold, PSch: 61, ☎ 43 29 66, Weidenallee 69, ⊠ 6, Inh: Th. Wischmann <box>822 1745 1122 1774</box>
directory-entry: — C., Schloss., Rübenhofstr. 16, ⊠ 39 <box>822 1629 1038 1644</box>
facing-page-line: ubertstr. 25 <box>14 1186 77 1199</box>
directory-entry: Lipken <box>822 606 862 621</box>
directory-entry: — K., Zollinsp., Goldbeckufer 5, ⊠ 39 <box>822 1773 1038 1788</box>
column-3 <box>818 218 1130 1978</box>
directory-entry: — K., Staatsarbtr., Pestalozzistr. 56, ⊠ 26 <box>206 1632 445 1647</box>
directory-entry: — Friedr., Hdlgs.-Geh., Hellbrookstr. 106 <box>1134 938 1372 953</box>
directory-entry: Lippe, Adolf, Stempelfabr., ☎ 55 59 62, Schulweg 32, ⊠ 19 <box>822 1557 1112 1587</box>
directory-entry: — Otto, Schlosser, Schlegelsweg 14, ⊠ 33 <box>206 736 448 751</box>
directory-entry: — S., Eilergrößdlr., Mühlendamm 44 <box>514 1817 727 1832</box>
directory-entry: — Herm., Bankbtr. Wohldorferstr. 12 <box>206 794 419 809</box>
directory-entry: — G., Kernmacher, Bramfelderstr. 70 <box>1134 995 1348 1010</box>
facing-page-line: 22, ⊠ 19 <box>14 1556 60 1569</box>
directory-entry: — Heinr., Pensionist, Elsastr. 17, ⊠ 22 <box>822 506 1042 521</box>
facing-page-line: Erdkamps- <box>14 703 72 716</box>
directory-entry: — E., Grindelallee 85, ⊠ 13 <box>822 1183 980 1198</box>
facing-page-line: ⊠ 18 <box>14 590 40 603</box>
